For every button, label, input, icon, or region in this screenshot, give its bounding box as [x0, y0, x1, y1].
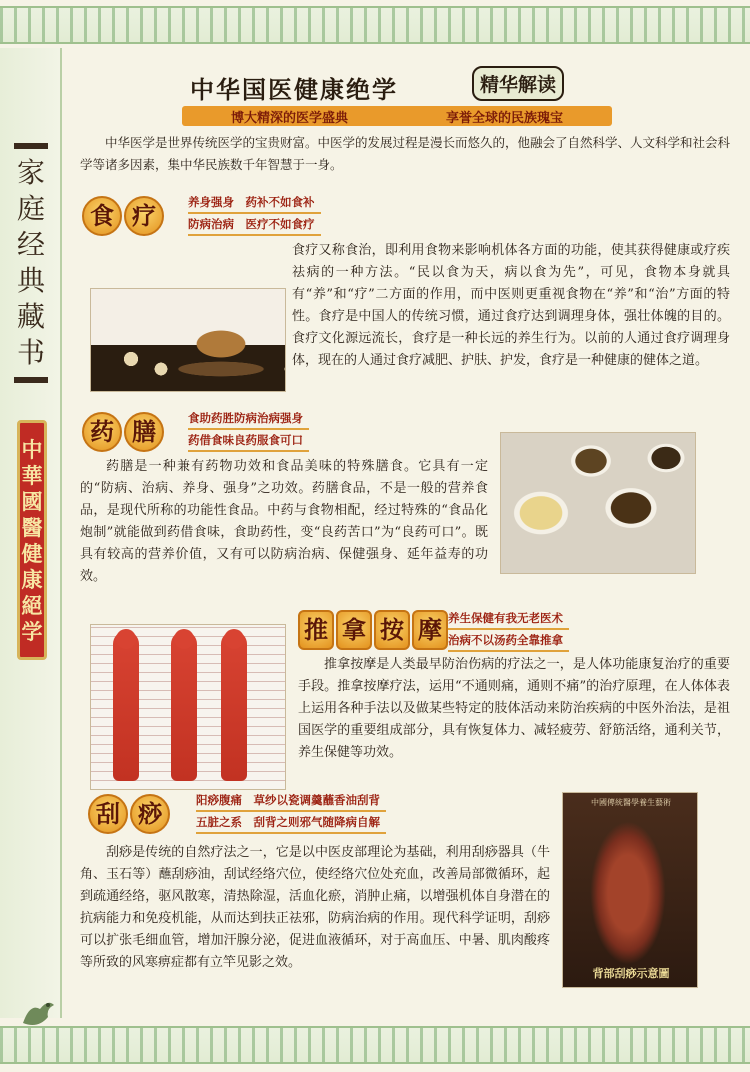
massage-body	[298, 654, 730, 764]
slogan-left: 博大精深的医学盛典	[230, 110, 348, 126]
medicinal-diet-char-2: 膳	[124, 412, 164, 452]
scraping-sub-1: 阳痧腹痛 草纱以瓷调羹蘸香油刮背	[196, 790, 386, 812]
massage-sub-1: 养生保健有我无老医术	[448, 608, 569, 630]
scraping-char-1: 刮	[88, 794, 128, 834]
food-therapy-char-2: 疗	[124, 196, 164, 236]
body-figure-2	[171, 631, 197, 781]
massage-image	[90, 624, 286, 790]
page-title: 中华国医健康绝学	[190, 75, 398, 104]
medicinal-diet-subtitle	[188, 408, 309, 452]
massage-text: 推拿按摩是人类最早防治伤病的疗法之一，是人体功能康复治疗的重要手段。推拿按摩疗法，运用“不通则痛，通则不痛”的治疗原理，在人体体表上运用各种手法以及做某些特定的肢体活动来防治疾病的中医外治法，是祖国医学的重要组成部分，具有恢复体力、减轻疲劳、舒筋活络，通利关节，养生保健等功效。	[298, 657, 730, 760]
book-title-banner: 中華國醫健康絕学	[17, 420, 47, 660]
medicinal-diet-image	[500, 432, 696, 574]
intro-paragraph: 中华医学是世界传统医学的宝贵财富。中医学的发展过程是漫长而悠久的，他融会了自然科学、人文科学和社会科学等诸多因素，集中华民族数千年智慧于一身。	[80, 135, 731, 172]
scraping-image-bottom-caption: 背部刮痧示意圖	[592, 967, 670, 980]
food-therapy-text: 食疗又称食治，即利用食物来影响机体各方面的功能，使其获得健康或疗疾祛病的一种方法。“民以食为天，病以食为先”，可见，食物本身就具有“养”和“疗”二方面的作用，而中医则更重视食物在“养”和“治”方面的特性。食疗是中国人的传统习惯，通过食疗达到调理身体，强壮体魄的目的。食疗文化源远流长，食疗是一种长远的养生行为。以前的人通过食疗调理身体，现在的人通过食疗减肥、护肤、护发，食疗是一种健康的健体之道。	[292, 243, 730, 368]
medicinal-diet-icon	[82, 412, 164, 452]
medicinal-diet-sub-1: 食助药胜防病治病强身	[188, 408, 309, 430]
page-content	[70, 50, 740, 1010]
massage-char-2: 拿	[336, 610, 372, 650]
scraping-sub-2: 五脏之系 刮背之则邪气随降病自解	[196, 812, 386, 834]
phoenix-ornament-icon	[18, 993, 58, 1033]
slogan-banner	[182, 106, 612, 126]
body-figure-3	[221, 631, 247, 781]
series-label: 家庭经典藏书	[14, 143, 48, 383]
massage-sub-2: 治病不以汤药全靠推拿	[448, 630, 569, 652]
bottom-decorative-border	[0, 1026, 750, 1064]
top-decorative-border	[0, 6, 750, 44]
body-figure-1	[113, 631, 139, 781]
food-therapy-sub-1: 养身强身 药补不如食补	[188, 192, 321, 214]
scraping-image-top-caption: 中國傳統醫學養生藝術	[591, 798, 671, 807]
food-image-spacer	[80, 288, 292, 392]
massage-char-1: 推	[298, 610, 334, 650]
slogan-right: 享誉全球的民族瑰宝	[445, 110, 563, 126]
food-therapy-sub-2: 防病治病 医疗不如食疗	[188, 214, 321, 236]
scraping-char-2: 痧	[130, 794, 170, 834]
scraping-text: 刮痧是传统的自然疗法之一，它是以中医皮部理论为基础，利用刮痧器具（牛角、玉石等）蘸刮痧油，刮试经络穴位，使经络穴位处充血，改善局部微循环，起到疏通经络，驱风散寒，清热除湿，活血化瘀，消肿止痛，以增强机体自身潜在的抗病能力和免疫机能，从而达到扶正祛邪，防病治病的作用。现代科学证明，刮痧可以扩张毛细血管，增加汗腺分泌，促进血液循环，对于高血压、中暑、肌肉酸疼等所致的风寒痹症都有立竿见影之效。	[80, 845, 550, 970]
massage-char-3: 按	[374, 610, 410, 650]
food-therapy-icon	[82, 196, 164, 236]
medicinal-diet-sub-2: 药借食味良药服食可口	[188, 430, 309, 452]
medicinal-diet-char-1: 药	[82, 412, 122, 452]
left-sidebar	[0, 48, 62, 1018]
scraping-body	[80, 842, 550, 974]
massage-icon	[298, 610, 448, 650]
food-therapy-char-1: 食	[82, 196, 122, 236]
massage-subtitle	[448, 608, 569, 652]
scraping-image	[562, 792, 698, 988]
food-therapy-body	[80, 240, 730, 392]
medicinal-diet-body	[80, 456, 488, 588]
title-tag: 精华解读	[472, 66, 564, 101]
medicinal-diet-text: 药膳是一种兼有药物功效和食品美味的特殊膳食。它具有一定的“防病、治病、养身、强身”之功效。药膳食品，不是一般的营养食品，是现代所称的功能性食品。中药与食物相配，经过特殊的“食品化炮制”就能做到药借食味，食助药性，变“良药苦口”为“良药可口”。既具有较高的营养价值，又有可以防病治病、保健强身、延年益寿的功效。	[80, 459, 488, 584]
massage-char-4: 摩	[412, 610, 448, 650]
scraping-subtitle	[196, 790, 386, 834]
scraping-icon	[88, 794, 170, 834]
food-therapy-subtitle	[188, 192, 321, 236]
